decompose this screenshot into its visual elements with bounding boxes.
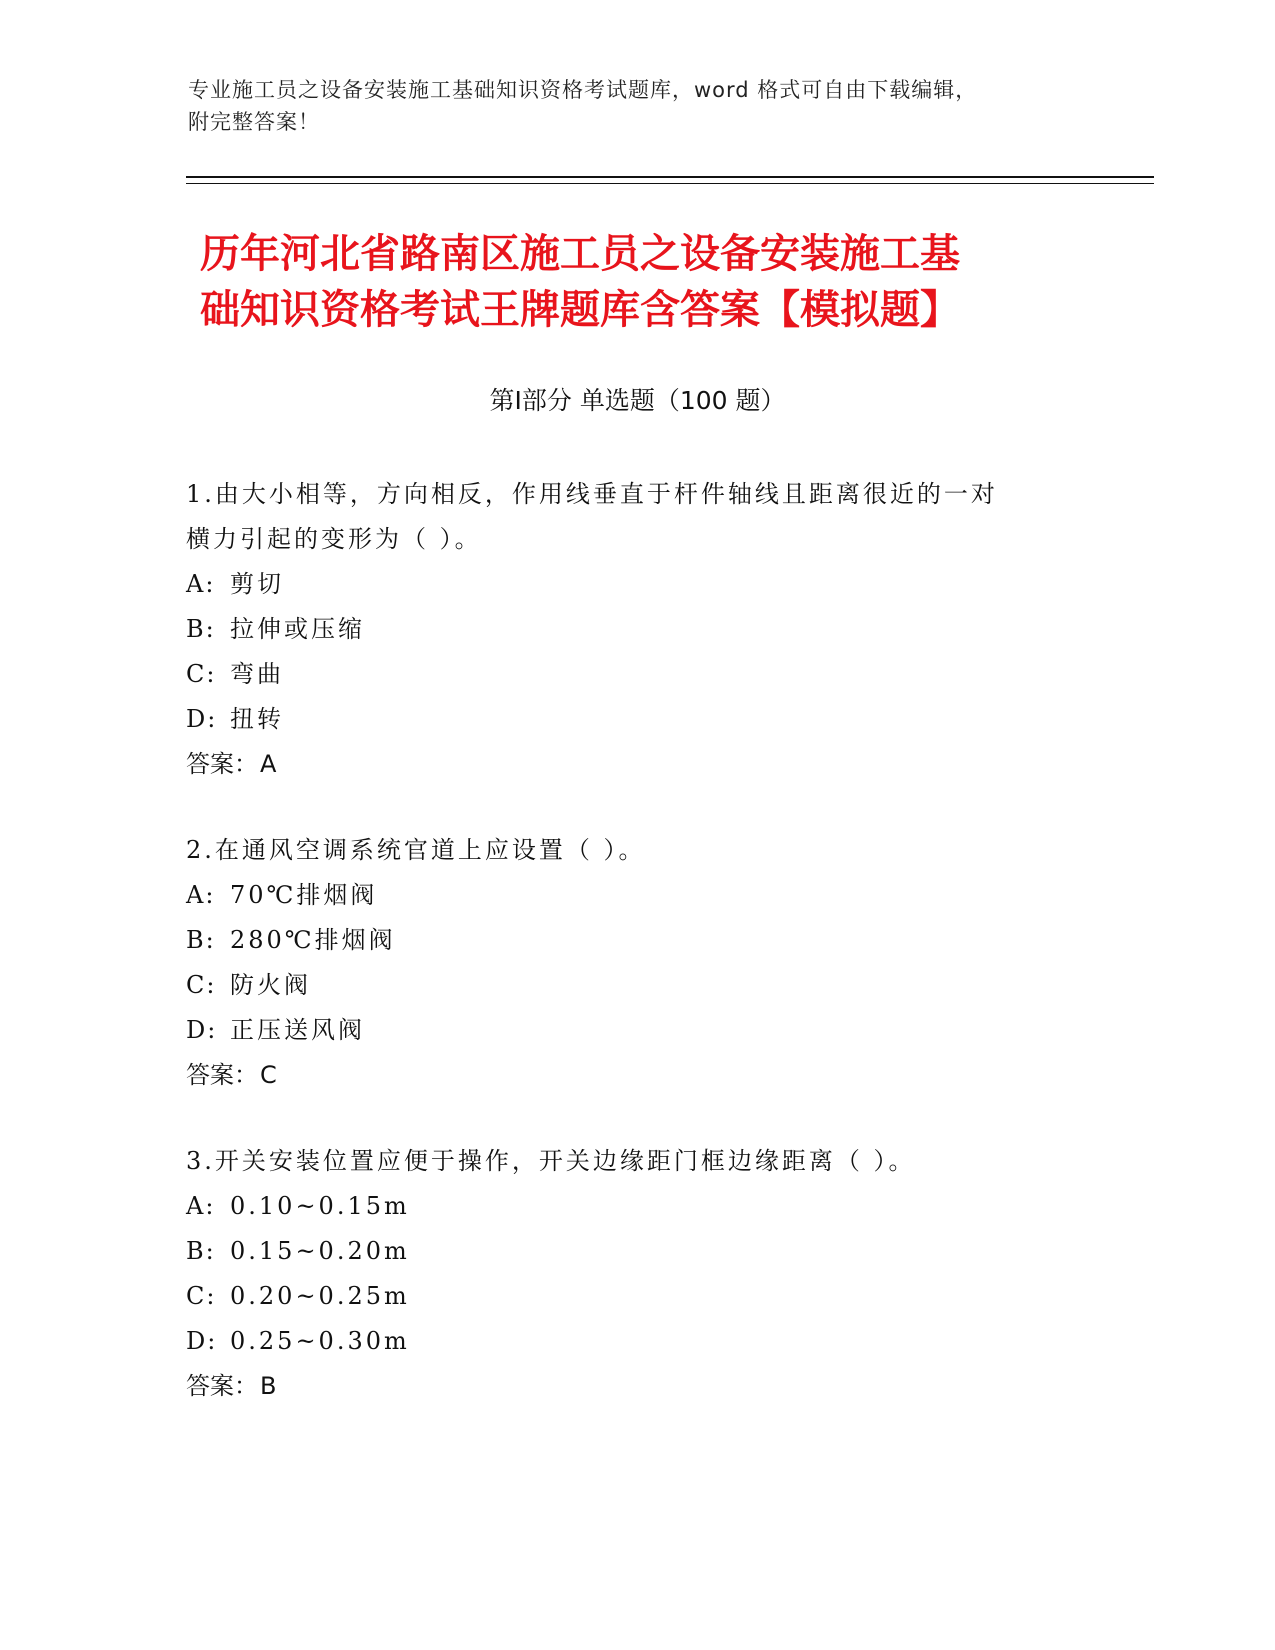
option-letter: C: <box>186 971 217 999</box>
question-stem <box>186 472 1086 562</box>
question-2 <box>186 828 1086 1098</box>
option-a <box>186 873 1086 918</box>
option-c <box>186 652 1086 697</box>
option-letter: D: <box>186 1327 218 1355</box>
header-note <box>188 74 1068 138</box>
option-text: 0.10~0.15m <box>230 1192 410 1220</box>
header-note-line: 专业施工员之设备安装施工基础知识资格考试题库，word 格式可自由下载编辑， <box>188 78 978 102</box>
answer-value: C <box>260 1061 277 1089</box>
question-stem <box>186 1139 1086 1184</box>
option-text: 0.25~0.30m <box>230 1327 410 1355</box>
option-b <box>186 607 1086 652</box>
option-letter: B: <box>186 615 216 643</box>
question-stem <box>186 828 1086 873</box>
option-letter: B: <box>186 1237 216 1265</box>
document-title-line: 础知识资格考试王牌题库含答案【模拟题】 <box>200 287 960 333</box>
option-text: 正压送风阀 <box>230 1016 365 1044</box>
option-letter: D: <box>186 1016 218 1044</box>
header-divider-thick <box>186 176 1154 178</box>
answer-line <box>186 742 1086 787</box>
question-1 <box>186 472 1086 787</box>
question-3 <box>186 1139 1086 1409</box>
option-letter: C: <box>186 660 217 688</box>
option-d <box>186 697 1086 742</box>
question-stem-line: 3.开关安装位置应便于操作，开关边缘距门框边缘距离（ ）。 <box>186 1147 916 1175</box>
answer-value: B <box>260 1372 277 1400</box>
header-divider-thin <box>186 183 1154 184</box>
option-text: 280℃排烟阀 <box>230 926 396 954</box>
answer-value: A <box>260 750 277 778</box>
answer-label: 答案： <box>186 1372 258 1400</box>
section-heading: 第Ⅰ部分 单选题（100 题） <box>489 386 786 415</box>
option-c <box>186 963 1086 1008</box>
option-d <box>186 1008 1086 1053</box>
option-letter: A: <box>186 1192 216 1220</box>
answer-line <box>186 1364 1086 1409</box>
option-text: 弯曲 <box>230 660 284 688</box>
answer-label: 答案： <box>186 750 258 778</box>
option-letter: D: <box>186 705 218 733</box>
option-text: 70℃排烟阀 <box>230 881 378 909</box>
option-text: 拉伸或压缩 <box>230 615 365 643</box>
option-b <box>186 918 1086 963</box>
question-list <box>186 472 1086 1450</box>
option-d <box>186 1319 1086 1364</box>
option-letter: C: <box>186 1282 217 1310</box>
option-b <box>186 1229 1086 1274</box>
option-letter: A: <box>186 881 216 909</box>
question-stem-line: 横力引起的变形为（ ）。 <box>186 525 482 553</box>
option-a <box>186 1184 1086 1229</box>
option-text: 扭转 <box>230 705 284 733</box>
option-text: 0.15~0.20m <box>230 1237 410 1265</box>
answer-label: 答案： <box>186 1061 258 1089</box>
document-title-line: 历年河北省路南区施工员之设备安装施工基 <box>200 231 960 277</box>
question-stem-line: 2.在通风空调系统官道上应设置（ ）。 <box>186 836 646 864</box>
question-stem-line: 1.由大小相等，方向相反，作用线垂直于杆件轴线且距离很近的一对 <box>186 480 998 508</box>
option-a <box>186 562 1086 607</box>
header-note-line: 附完整答案！ <box>188 110 320 134</box>
option-letter: A: <box>186 570 216 598</box>
option-text: 剪切 <box>230 570 284 598</box>
option-text: 防火阀 <box>230 971 311 999</box>
answer-line <box>186 1053 1086 1098</box>
option-letter: B: <box>186 926 216 954</box>
option-c <box>186 1274 1086 1319</box>
document-title <box>200 226 1080 338</box>
option-text: 0.20~0.25m <box>230 1282 410 1310</box>
